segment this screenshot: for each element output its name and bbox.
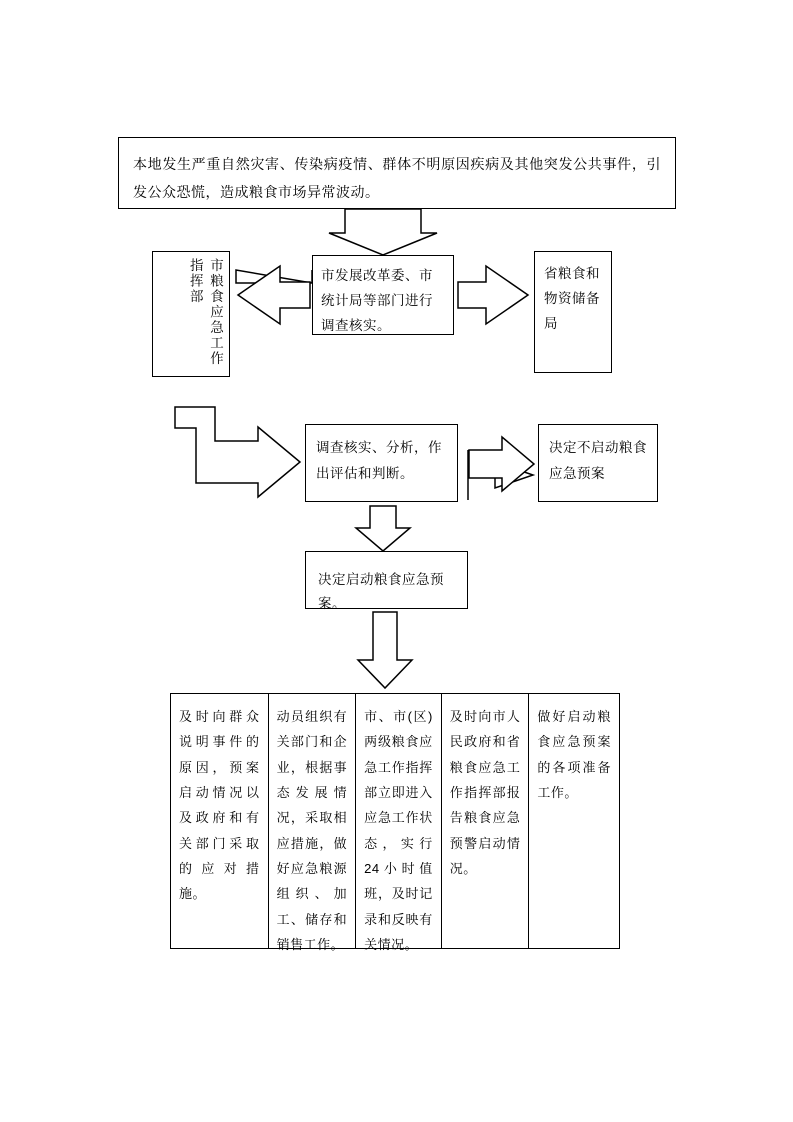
measure-cell-5: 做好启动粮食应急预案的各项准备工作。 [537,709,611,801]
assessment-text: 调查核实、分析，作出评估和判断。 [316,440,442,481]
arrow-right-assess-to-no-activate-2 [469,437,534,491]
activation-decision-box [305,551,468,609]
city-grain-emergency-hq-box [152,251,230,377]
measures-row [170,693,620,953]
investigation-box [312,255,454,335]
top-event-box [118,137,676,209]
no-activation-text: 决定不启动粮食应急预案 [549,440,647,481]
no-activation-decision-box [538,424,658,502]
assessment-box [305,424,458,502]
arrow-elbow-to-assess [175,407,300,497]
arrow-left-investigate-to-city-hq [236,270,312,283]
measure-cell-1: 及时向群众说明事件的原因，预案启动情况以及政府和有关部门采取的应对措施。 [171,694,269,948]
measure-cell-2: 动员组织有关部门和企业，根据事态发展情况，采取相应措施，做好应急粮源组织、加工、储存和销售工作。 [269,694,357,948]
arrow-down-assess-to-activate [356,506,410,551]
provincial-grain-bureau-text: 省粮食和物资储备局 [544,266,600,331]
investigation-text: 市发展改革委、市统计局等部门进行调查核实。 [321,268,433,333]
measure-cell-3: 市、市(区)两级粮食应急工作指挥部立即进入应急工作状态，实行24小时值班，及时记录和反映有关情况。 [356,694,442,948]
measure-cell-4: 及时向市人民政府和省粮食应急工作指挥部报告粮食应急预警启动情况。 [442,694,530,948]
city-grain-hq-text: 市粮食应急工作指挥部 [187,258,223,367]
top-event-text: 本地发生严重自然灾害、传染病疫情、群体不明原因疾病及其他突发公共事件，引发公众恐慌，造成粮食市场异常波动。 [133,156,661,200]
activation-text: 决定启动粮食应急预案。 [318,572,444,611]
arrow-right-investigate-to-prov [458,266,528,324]
arrow-right-assess-to-no-activate [468,450,533,500]
arrow-left-big [238,266,310,324]
provincial-grain-bureau-box [534,251,612,373]
